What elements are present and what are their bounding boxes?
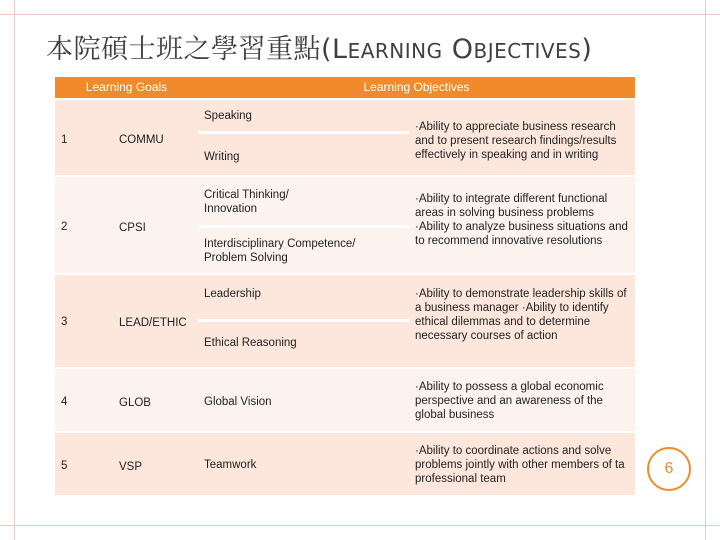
row-number-text: 3 — [61, 316, 68, 328]
skill-cell — [198, 177, 409, 225]
row-goal-code-text: COMMU — [119, 134, 164, 146]
skill-text: Teamwork — [204, 459, 257, 471]
skill-text: Critical Thinking/ Innovation — [204, 189, 289, 215]
objective-text: ·Ability to demonstrate leadership skills of a business manager ·Ability to identify ethical dilemmas and to determine necessary courses of action — [415, 288, 627, 342]
objective-text: ·Ability to appreciate business research and to present research findings/results effectively in speaking and in writing — [415, 121, 617, 161]
objective-cell — [409, 275, 635, 367]
title-suffix: ) — [581, 34, 593, 65]
skill-text: Leadership — [204, 288, 261, 300]
row-number — [55, 433, 115, 495]
slide-border-bottom — [0, 525, 720, 540]
skill-cell — [198, 227, 409, 273]
skill-cell — [198, 275, 409, 319]
row-goal-code — [115, 100, 198, 175]
row-goal-code-text: VSP — [119, 461, 143, 473]
row-goal-code — [115, 433, 198, 495]
header-learning-objectives: Learning Objectives — [198, 77, 635, 98]
objective-cell — [409, 433, 635, 495]
slide-title — [46, 27, 592, 66]
title-learning-rest: EARNING — [347, 39, 443, 63]
row-goal-code-text: LEAD/ETHIC — [119, 317, 187, 329]
skill-text: Writing — [204, 151, 240, 163]
slide-border-left — [0, 0, 15, 540]
objective-cell — [409, 369, 635, 431]
row-goal-code — [115, 275, 198, 367]
skill-text: Global Vision — [204, 396, 272, 408]
row-goal-code-text: CPSI — [119, 222, 146, 234]
row-goal-code — [115, 177, 198, 273]
row-number — [55, 177, 115, 273]
skill-cell — [198, 133, 409, 175]
row-number-text: 1 — [61, 134, 68, 146]
page-number-badge: 6 — [647, 447, 691, 491]
slide-border-right — [705, 0, 720, 540]
objective-text: ·Ability to possess a global economic perspective and an awareness of the global business — [415, 381, 604, 421]
row-number-text: 4 — [61, 396, 68, 408]
title-objectives-rest: BJECTIVES — [473, 39, 582, 63]
row-number-text: 5 — [61, 460, 68, 472]
skill-cell — [198, 369, 409, 431]
title-prefix: 本院碩士班之學習重點( — [46, 34, 333, 65]
slide-border-top — [0, 0, 720, 15]
skill-cell — [198, 433, 409, 495]
skill-cell — [198, 100, 409, 131]
skill-text: Ethical Reasoning — [204, 337, 297, 349]
row-goal-code — [115, 369, 198, 431]
row-number — [55, 275, 115, 367]
objective-cell — [409, 100, 635, 175]
title-o: O — [451, 34, 474, 65]
objective-text: ·Ability to integrate different functional areas in solving business problems ·Ability to analyze business situations and to recommend innovative resolutions — [415, 193, 628, 247]
objective-cell — [409, 177, 635, 273]
header-learning-goals: Learning Goals — [55, 77, 198, 98]
title-l: L — [332, 34, 348, 65]
objective-text: ·Ability to coordinate actions and solve problems jointly with other members of ta professional team — [415, 445, 625, 485]
row-number — [55, 100, 115, 175]
skill-text: Interdisciplinary Competence/ Problem Solving — [204, 238, 356, 264]
skill-text: Speaking — [204, 110, 252, 122]
row-number — [55, 369, 115, 431]
row-goal-code-text: GLOB — [119, 397, 151, 409]
skill-cell — [198, 321, 409, 367]
row-number-text: 2 — [61, 221, 68, 233]
